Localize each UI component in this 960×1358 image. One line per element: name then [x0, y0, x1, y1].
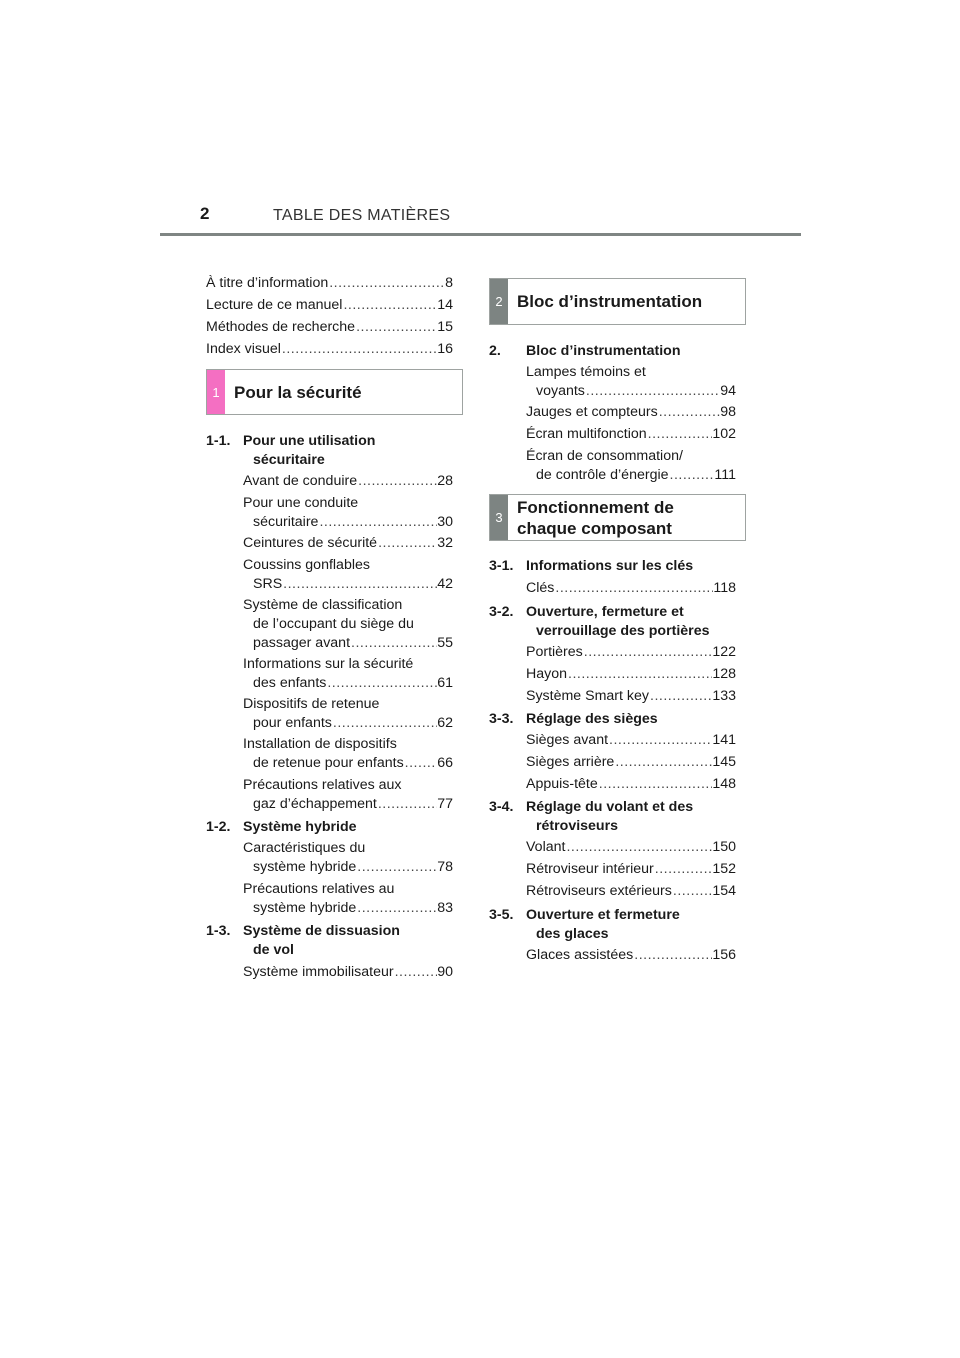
toc-entry[interactable]: Lecture de ce manuel ..... 14: [206, 296, 453, 315]
toc-entry[interactable]: Méthodes de recherche ..... 15: [206, 318, 453, 337]
toc-entry[interactable]: Caractéristiques du système hybride ..... 78: [243, 839, 453, 877]
toc-entry[interactable]: Index visuel ..... 16: [206, 340, 453, 359]
toc-entry[interactable]: Coussins gonflables SRS ..... 42: [243, 556, 453, 594]
toc-entry[interactable]: Avant de conduire ..... 28: [243, 472, 453, 491]
chapter-title: Bloc d’instrumentation: [517, 292, 703, 311]
toc-entry[interactable]: Informations sur la sécurité des enfants ..... 61: [243, 655, 453, 693]
toc-entry[interactable]: Système Smart key ..... 133: [526, 687, 736, 706]
toc-entry[interactable]: Volant ..... 150: [526, 838, 736, 857]
toc-entry[interactable]: Précautions relatives au système hybride ..... 83: [243, 880, 453, 918]
toc-entry[interactable]: Écran de consommation/ de contrôle d’énergie ..... 111: [526, 447, 736, 485]
toc-entry[interactable]: Précautions relatives aux gaz d’échappement ..... 77: [243, 776, 453, 814]
toc-entry[interactable]: Système immobilisateur ..... 90: [243, 963, 453, 982]
toc-entry[interactable]: À titre d’information ..... 8: [206, 274, 453, 293]
toc-entry[interactable]: Rétroviseur intérieur ..... 152: [526, 860, 736, 879]
toc-entry[interactable]: Lampes témoins et voyants ..... 94: [526, 363, 736, 401]
toc-entry[interactable]: Jauges et compteurs ..... 98: [526, 403, 736, 422]
chapter-title: Pour la sécurité: [234, 383, 362, 402]
chapter-tab: 3: [490, 495, 508, 540]
toc-entry[interactable]: Écran multifonction ..... 102: [526, 425, 736, 444]
header-rule: [160, 233, 801, 236]
toc-entry[interactable]: Appuis-tête ..... 148: [526, 775, 736, 794]
toc-entry[interactable]: Dispositifs de retenue pour enfants ..... 62: [243, 695, 453, 733]
toc-entry[interactable]: Système de classification de l’occupant du siège du passager avant ..... 55: [243, 596, 453, 653]
header-title: TABLE DES MATIÈRES: [273, 207, 451, 224]
page-header: [160, 204, 801, 234]
toc-entry[interactable]: Sièges arrière ..... 145: [526, 753, 736, 772]
chapter-title-line-2: chaque composant: [517, 519, 672, 538]
toc-entry[interactable]: Hayon ..... 128: [526, 665, 736, 684]
toc-entry[interactable]: Rétroviseurs extérieurs ..... 154: [526, 882, 736, 901]
toc-entry[interactable]: Ceintures de sécurité ..... 32: [243, 534, 453, 553]
chapter-tab: 2: [490, 279, 508, 324]
toc-entry[interactable]: Installation de dispositifs de retenue pour enfants ..... 66: [243, 735, 453, 773]
toc-entry[interactable]: Clés ..... 118: [526, 579, 736, 598]
chapter-2-box[interactable]: [489, 278, 746, 325]
chapter-tab: 1: [207, 370, 225, 414]
page-number: 2: [200, 204, 210, 223]
chapter-1-box[interactable]: [206, 369, 463, 415]
chapter-3-box[interactable]: [489, 494, 746, 541]
toc-entry[interactable]: Portières ..... 122: [526, 643, 736, 662]
toc-entry[interactable]: Pour une conduite sécuritaire ..... 30: [243, 494, 453, 532]
toc-entry[interactable]: Sièges avant ..... 141: [526, 731, 736, 750]
toc-entry[interactable]: Glaces assistées ..... 156: [526, 946, 736, 965]
chapter-title-line-1: Fonctionnement de: [517, 498, 674, 517]
